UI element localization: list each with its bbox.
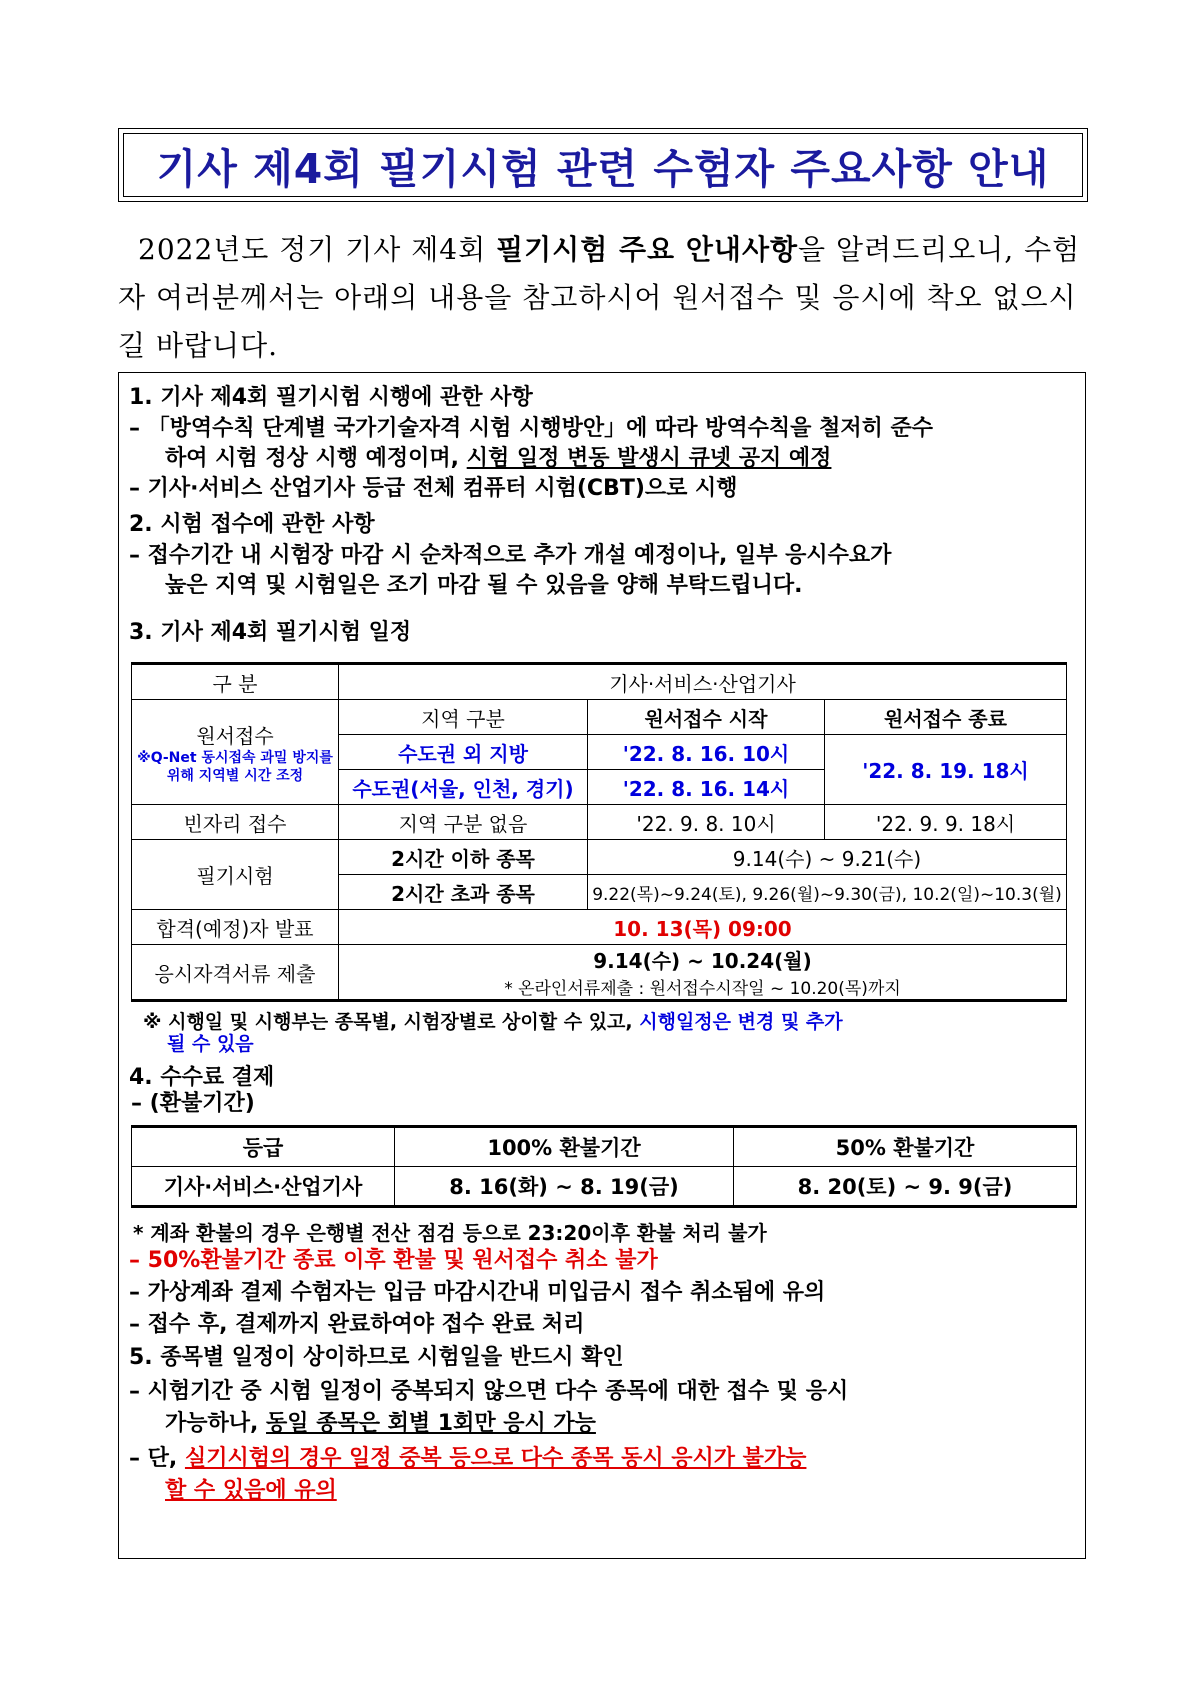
refund-table xyxy=(131,1125,1077,1208)
over2-label: 2시간 초과 종목 xyxy=(339,875,588,910)
notice-box xyxy=(118,372,1086,1559)
section5-bullet1-line2 xyxy=(165,1409,596,1439)
schedule-note xyxy=(143,1011,1073,1055)
refund-header-100: 100% 환불기간 xyxy=(395,1127,734,1167)
schedule-table xyxy=(131,662,1067,1002)
section5-bullet2-prefix: – 단, xyxy=(129,1446,185,1471)
region-1: 수도권 외 지방 xyxy=(339,735,588,770)
docs-note: * 온라인서류제출 : 원서접수시작일 ~ 10.20(목)까지 xyxy=(504,979,901,999)
under2-label: 2시간 이하 종목 xyxy=(339,840,588,875)
refund-header-50: 50% 환불기간 xyxy=(734,1127,1077,1167)
section5-bullet1-underlined: 동일 종목은 회별 1회만 응시 가능 xyxy=(266,1411,596,1436)
section1-bullet2: – 기사·서비스 산업기사 등급 전체 컴퓨터 시험(CBT)으로 시행 xyxy=(129,476,738,501)
intro-bold: 필기시험 주요 안내사항 xyxy=(496,233,799,266)
section4-note-2: – 50%환불기간 종료 이후 환불 및 원서접수 취소 불가 xyxy=(129,1248,658,1273)
section1-bullet1-underlined: 시험 일정 변동 발생시 큐넷 공지 예정 xyxy=(466,446,832,471)
under2-date: 9.14(수) ~ 9.21(수) xyxy=(588,840,1067,875)
section4-note-3: – 가상계좌 결제 수험자는 입금 마감시간내 미입금시 접수 취소됨에 유의 xyxy=(129,1280,826,1305)
refund-100-period: 8. 16(화) ~ 8. 19(금) xyxy=(395,1167,734,1207)
schedule-note-text: ※ 시행일 및 시행부는 종목별, 시험장별로 상이할 수 있고, xyxy=(143,1011,640,1033)
page-title: 기사 제4회 필기시험 관련 수험자 주요사항 안내 xyxy=(123,133,1083,197)
section5-bullet1-text: 가능하나, xyxy=(165,1411,267,1436)
section4-sub: – (환불기간) xyxy=(131,1091,255,1116)
section5-bullet2-red-1: 실기시험의 경우 일정 중복 등으로 다수 종목 동시 응시가 불가능 xyxy=(184,1446,807,1471)
docs-cell xyxy=(339,945,1067,1001)
intro-paragraph xyxy=(118,226,1093,370)
vacancy-label: 빈자리 접수 xyxy=(132,805,339,840)
written-label: 필기시험 xyxy=(132,840,339,910)
section5-bullet1-line1: – 시험기간 중 시험 일정이 중복되지 않으면 다수 종목에 대한 접수 및 응시 xyxy=(129,1379,849,1404)
section4-note-4: – 접수 후, 결제까지 완료하여야 접수 완료 처리 xyxy=(129,1312,585,1337)
section4-heading: 4. 수수료 결제 xyxy=(129,1065,275,1090)
vacancy-end: '22. 9. 9. 18시 xyxy=(825,805,1067,840)
docs-date: 9.14(수) ~ 10.24(월) xyxy=(593,949,812,973)
region-2: 수도권(서울, 인천, 경기) xyxy=(339,770,588,805)
end-1-2: '22. 8. 19. 18시 xyxy=(825,735,1067,805)
header-start: 원서접수 시작 xyxy=(588,700,825,735)
section5-bullet2-red-2: 할 수 있음에 유의 xyxy=(165,1478,337,1503)
section2-bullet1-line1: – 접수기간 내 시험장 마감 시 순차적으로 추가 개설 예정이나, 일부 응시수요가 xyxy=(129,543,892,568)
schedule-note-blue-1: 시행일정은 변경 및 추가 xyxy=(639,1011,843,1033)
reception-note: ※Q-Net 동시접속 과밀 방지를 위해 지역별 시간 조정 xyxy=(137,749,333,784)
vacancy-region: 지역 구분 없음 xyxy=(339,805,588,840)
reception-label: 원서접수 xyxy=(196,723,274,748)
section2-bullet1-line2: 높은 지역 및 시험일은 조기 마감 될 수 있음을 양해 부탁드립니다. xyxy=(165,573,803,598)
refund-header-grade: 등급 xyxy=(132,1127,395,1167)
section1-bullet1-text: 하여 시험 정상 시행 예정이며, xyxy=(165,446,467,471)
schedule-note-blue-2: 될 수 있음 xyxy=(167,1033,254,1055)
section1-bullet1-line1: – 「방역수칙 단계별 국가기술자격 시험 시행방안」에 따라 방역수칙을 철저히 준수 xyxy=(129,416,933,441)
section3-heading: 3. 기사 제4회 필기시험 일정 xyxy=(129,620,412,645)
intro-text-2: 을 알려드리오니, 수험자 여러분께서는 아래의 내용을 참고하시어 원서접수 및 응시에 착오 없으시길 바랍니다. xyxy=(118,233,1081,362)
start-1: '22. 8. 16. 10시 xyxy=(588,735,825,770)
vacancy-start: '22. 9. 8. 10시 xyxy=(588,805,825,840)
intro-text-1: 2022년도 정기 기사 제4회 xyxy=(138,233,497,266)
docs-label: 응시자격서류 제출 xyxy=(132,945,339,1001)
section2-heading: 2. 시험 접수에 관한 사항 xyxy=(129,512,375,537)
announce-label: 합격(예정)자 발표 xyxy=(132,910,339,945)
section1-bullet1-line2 xyxy=(165,444,831,474)
header-grade: 기사·서비스·산업기사 xyxy=(339,664,1067,700)
over2-date: 9.22(목)~9.24(토), 9.26(월)~9.30(금), 10.2(일)~10.3(월) xyxy=(588,875,1067,910)
header-region: 지역 구분 xyxy=(339,700,588,735)
reception-cell xyxy=(132,700,339,805)
section4-note-1: * 계좌 환불의 경우 은행별 전산 점검 등으로 23:20이후 환불 처리 불가 xyxy=(133,1221,767,1245)
section5-heading: 5. 종목별 일정이 상이하므로 시험일을 반드시 확인 xyxy=(129,1345,624,1370)
section5-bullet2-line1 xyxy=(129,1444,806,1474)
title-box xyxy=(118,128,1088,202)
refund-50-period: 8. 20(토) ~ 9. 9(금) xyxy=(734,1167,1077,1207)
header-category: 구 분 xyxy=(132,664,339,700)
section1-heading: 1. 기사 제4회 필기시험 시행에 관한 사항 xyxy=(129,385,533,410)
announce-date: 10. 13(목) 09:00 xyxy=(339,910,1067,945)
refund-grade: 기사·서비스·산업기사 xyxy=(132,1167,395,1207)
start-2: '22. 8. 16. 14시 xyxy=(588,770,825,805)
header-end: 원서접수 종료 xyxy=(825,700,1067,735)
